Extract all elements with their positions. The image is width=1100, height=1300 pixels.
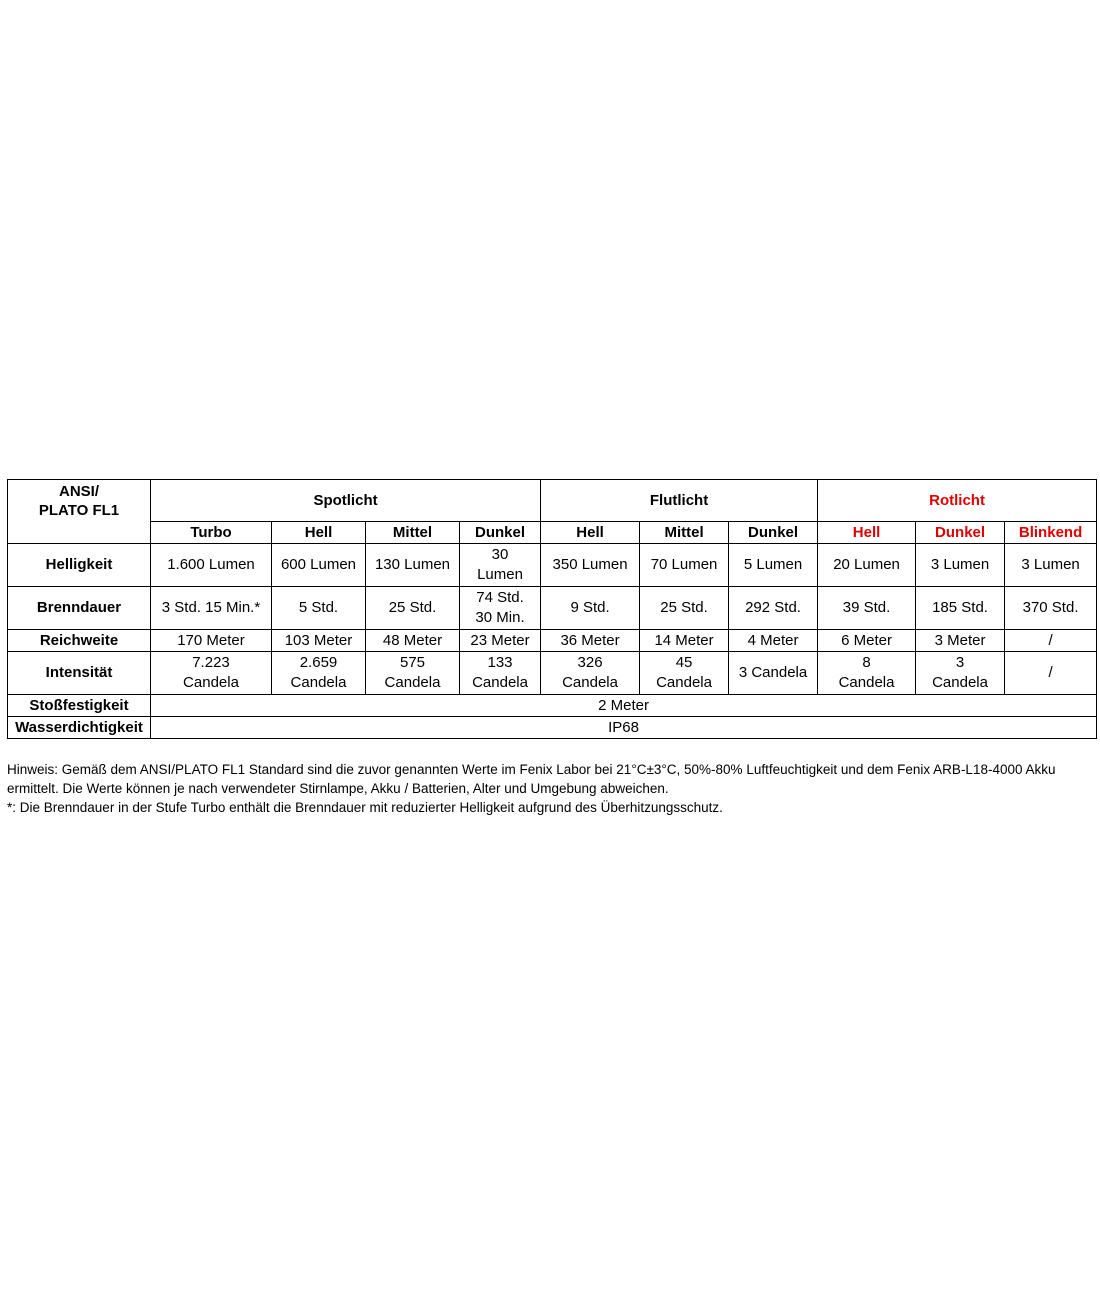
table-cell: 74 Std. 30 Min. <box>460 587 541 630</box>
table-cell: 9 Std. <box>541 587 640 630</box>
row-label: Helligkeit <box>8 544 151 587</box>
row-label: Reichweite <box>8 630 151 652</box>
group-flutlicht: Flutlicht <box>541 480 818 522</box>
table-cell: 3 Lumen <box>1005 544 1097 587</box>
notes <box>7 760 1093 817</box>
table-cell: 6 Meter <box>818 630 916 652</box>
table-cell: 600 Lumen <box>272 544 366 587</box>
mode-header: Hell <box>541 522 640 544</box>
mode-header: Hell <box>818 522 916 544</box>
table-cell: 185 Std. <box>916 587 1005 630</box>
table-cell: 1.600 Lumen <box>151 544 272 587</box>
table-cell: 30 Lumen <box>460 544 541 587</box>
table-cell: 36 Meter <box>541 630 640 652</box>
mode-header: Mittel <box>640 522 729 544</box>
mode-header: Dunkel <box>729 522 818 544</box>
table-cell: 4 Meter <box>729 630 818 652</box>
mode-header: Blinkend <box>1005 522 1097 544</box>
table-cell: 45 Candela <box>640 652 729 695</box>
table-cell: 3 Meter <box>916 630 1005 652</box>
mode-header: Dunkel <box>460 522 541 544</box>
table-cell: / <box>1005 630 1097 652</box>
row-label: Wasserdichtigkeit <box>8 717 151 739</box>
row-label: Intensität <box>8 652 151 695</box>
table-cell: 14 Meter <box>640 630 729 652</box>
table-row <box>8 652 1097 695</box>
table-cell: 133 Candela <box>460 652 541 695</box>
group-spotlicht: Spotlicht <box>151 480 541 522</box>
table-cell: 3 Lumen <box>916 544 1005 587</box>
table-cell: 2.659 Candela <box>272 652 366 695</box>
table-cell: 70 Lumen <box>640 544 729 587</box>
table-cell: 5 Lumen <box>729 544 818 587</box>
table-cell: 3 Candela <box>916 652 1005 695</box>
table-cell: 3 Std. 15 Min.* <box>151 587 272 630</box>
table-row <box>8 717 1097 739</box>
table-cell: 2 Meter <box>151 695 1097 717</box>
hint-text: Hinweis: Gemäß dem ANSI/PLATO FL1 Standard sind die zuvor genannten Werte im Fenix Labor bei 21°C±3°C, 50%-80% Luftfeuchtigkeit und dem Fenix ARB-L18-4000 Akku ermittelt. Die Werte können je nach verwendeter Stirnlampe, Akku / Batterien, Alter und Umgebung abweichen. <box>7 762 1056 796</box>
table-row <box>8 587 1097 630</box>
table-cell: 25 Std. <box>640 587 729 630</box>
row-label: Brenndauer <box>8 587 151 630</box>
table-cell: 48 Meter <box>366 630 460 652</box>
corner-label: ANSI/ PLATO FL1 <box>8 480 151 544</box>
footnote-text: *: Die Brenndauer in der Stufe Turbo enthält die Brenndauer mit reduzierter Helligkeit aufgrund des Überhitzungsschutz. <box>7 800 723 815</box>
mode-header: Hell <box>272 522 366 544</box>
table-cell: 350 Lumen <box>541 544 640 587</box>
table-cell: 39 Std. <box>818 587 916 630</box>
table-cell: 130 Lumen <box>366 544 460 587</box>
table-row <box>8 695 1097 717</box>
table-cell: 575 Candela <box>366 652 460 695</box>
mode-header-row <box>8 522 1097 544</box>
table-cell: 25 Std. <box>366 587 460 630</box>
table-cell: 170 Meter <box>151 630 272 652</box>
table-cell: IP68 <box>151 717 1097 739</box>
group-rotlicht: Rotlicht <box>818 480 1097 522</box>
table-cell: 292 Std. <box>729 587 818 630</box>
mode-header: Dunkel <box>916 522 1005 544</box>
table-cell: / <box>1005 652 1097 695</box>
table-cell: 5 Std. <box>272 587 366 630</box>
table-row <box>8 630 1097 652</box>
table-cell: 20 Lumen <box>818 544 916 587</box>
table-cell: 7.223 Candela <box>151 652 272 695</box>
table-cell: 103 Meter <box>272 630 366 652</box>
table-cell: 370 Std. <box>1005 587 1097 630</box>
table-cell: 8 Candela <box>818 652 916 695</box>
mode-header: Turbo <box>151 522 272 544</box>
table-row <box>8 544 1097 587</box>
table-cell: 23 Meter <box>460 630 541 652</box>
row-label: Stoßfestigkeit <box>8 695 151 717</box>
table-cell: 3 Candela <box>729 652 818 695</box>
group-header-row <box>8 480 1097 522</box>
spec-table <box>7 479 1097 739</box>
table-cell: 326 Candela <box>541 652 640 695</box>
mode-header: Mittel <box>366 522 460 544</box>
